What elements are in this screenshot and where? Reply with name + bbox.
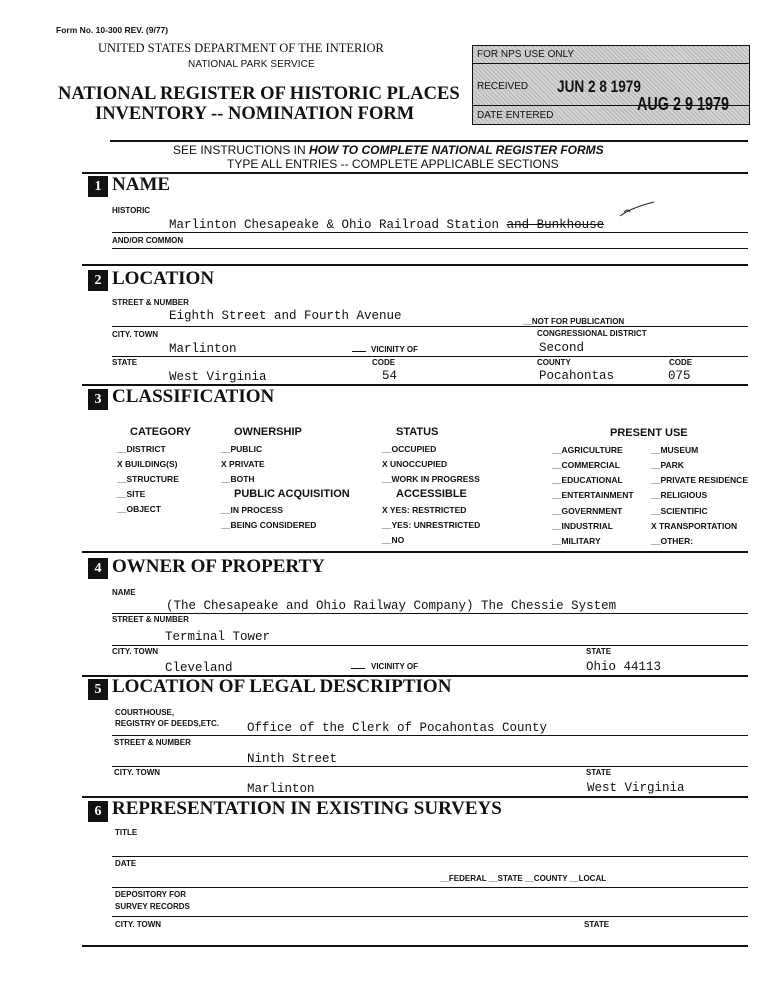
use-religious: __RELIGIOUS [651,490,708,500]
instructions-line2: TYPE ALL ENTRIES -- COMPLETE APPLICABLE SECTIONS [227,157,559,171]
street-number-value: Eighth Street and Fourth Avenue [169,309,402,323]
present-use-heading: PRESENT USE [610,427,688,439]
street-line [112,326,748,327]
section-title-legal-description: LOCATION OF LEGAL DESCRIPTION [112,676,452,697]
city-line [112,356,748,357]
ownership-heading: OWNERSHIP [234,426,302,438]
owner-city-label: CITY. TOWN [112,647,159,656]
congressional-district-label: CONGRESSIONAL DISTRICT [537,329,647,338]
pen-flourish-mark [618,200,658,220]
top-rule [110,140,748,142]
legal-state-label: STATE [586,768,612,777]
instructions-title: HOW TO COMPLETE NATIONAL REGISTER FORMS [309,143,604,157]
use-educational: __EDUCATIONAL [552,475,623,485]
date-entered-label: DATE ENTERED [477,110,554,121]
owner-name-line [112,613,748,614]
use-commercial: __COMMERCIAL [552,460,621,470]
survey-city-label: CITY. TOWN [115,920,162,929]
depository-label: DEPOSITORY FOR [115,890,186,899]
category-buildings: X BUILDING(S) [117,459,178,469]
county-value: Pocahontas [539,369,615,383]
historic-name: Marlinton Chesapeake & Ohio Railroad Station [169,218,500,232]
category-district: __DISTRICT [117,444,166,454]
code-label: CODE [372,358,396,367]
section-number-3: 3 [88,389,108,410]
public-acquisition-heading: PUBLIC ACQUISITION [234,488,350,500]
section-title-classification: CLASSIFICATION [112,386,275,407]
ownership-private: X PRIVATE [221,459,265,469]
state-value: West Virginia [169,370,267,384]
state-label: STATE [112,358,138,367]
instructions-prefix: SEE INSTRUCTIONS IN [173,143,310,157]
entered-date-stamp: AUG 2 9 1979 [637,94,730,114]
status-work-in-progress: __WORK IN PROGRESS [382,474,480,484]
accessible-unrestricted: __YES: UNRESTRICTED [382,520,481,530]
county-label: COUNTY [537,358,571,367]
section-title-name: NAME [112,174,171,195]
street-number-label: STREET & NUMBER [112,298,189,307]
survey-records-label: SURVEY RECORDS [115,902,190,911]
legal-street-label: STREET & NUMBER [114,738,191,747]
owner-vicinity-text: VICINITY OF [371,662,418,671]
nps-use-box [472,45,750,125]
service-name: NATIONAL PARK SERVICE [188,59,315,70]
section-number-5: 5 [88,679,108,700]
status-heading: STATUS [396,426,439,438]
common-line [112,248,748,249]
form-number: Form No. 10-300 REV. (9/77) [56,25,169,35]
bottom-rule [82,945,748,947]
use-industrial: __INDUSTRIAL [552,521,613,531]
legal-state-value: West Virginia [587,781,685,795]
survey-title-label: TITLE [115,828,138,837]
acquisition-being-considered: __BEING CONSIDERED [221,520,317,530]
department-name: UNITED STATES DEPARTMENT OF THE INTERIOR [98,41,384,55]
received-label: RECEIVED [477,81,529,92]
courthouse-value: Office of the Clerk of Pocahontas County [247,721,548,735]
section-title-owner: OWNER OF PROPERTY [112,556,325,577]
ownership-both: __BOTH [221,474,255,484]
use-government: __GOVERNMENT [552,506,623,516]
city-town-label: CITY. TOWN [112,330,159,339]
category-object: __OBJECT [117,504,161,514]
registry-label: REGISTRY OF DEEDS,ETC. [115,719,220,728]
courthouse-label: COURTHOUSE, [115,708,175,717]
survey-state-label: STATE [584,920,610,929]
use-entertainment: __ENTERTAINMENT [552,490,634,500]
city-town-value: Marlinton [169,342,237,356]
courthouse-line [112,735,748,736]
use-military: __MILITARY [552,536,601,546]
category-structure: __STRUCTURE [117,474,179,484]
section-rule-4 [82,551,748,553]
use-private-residence: __PRIVATE RESIDENCE [651,475,748,485]
use-transportation: X TRANSPORTATION [651,521,738,531]
legal-city-label: CITY. TOWN [114,768,161,777]
nps-box-divider [473,63,749,64]
historic-label: HISTORIC [112,206,151,215]
legal-street-line [112,766,748,767]
not-for-publication: __NOT FOR PUBLICATION [523,317,625,326]
owner-city-value: Cleveland [165,661,233,675]
legal-street-value: Ninth Street [247,752,338,766]
nps-box-label: FOR NPS USE ONLY [477,49,575,60]
survey-date-line [112,887,748,888]
vicinity-of-label [352,345,418,354]
historic-line [112,232,748,233]
legal-city-value: Marlinton [247,782,315,796]
category-site: __SITE [117,489,146,499]
nps-box-divider-2 [473,105,749,106]
common-label: AND/OR COMMON [112,236,184,245]
county-code-value: 075 [668,369,691,383]
survey-date-label: DATE [115,859,137,868]
accessible-no: __NO [382,535,405,545]
acquisition-in-process: __IN PROCESS [221,505,283,515]
owner-street-label: STREET & NUMBER [112,615,189,624]
accessible-heading: ACCESSIBLE [396,488,467,500]
section-number-4: 4 [88,558,108,579]
owner-vicinity-label [351,662,418,671]
state-code-value: 54 [382,369,398,383]
historic-name-struck: and Bunkhouse [506,218,605,232]
owner-name-label: NAME [112,588,136,597]
instructions-rule [82,172,748,174]
survey-title-line [112,856,748,857]
use-scientific: __SCIENTIFIC [651,506,708,516]
ownership-public: __PUBLIC [221,444,263,454]
depository-line [112,916,748,917]
vicinity-of-text: VICINITY OF [371,345,418,354]
section-title-location: LOCATION [112,268,215,289]
status-occupied: __OCCUPIED [382,444,437,454]
county-code-label: CODE [669,358,693,367]
form-title-line2: INVENTORY -- NOMINATION FORM [95,104,415,124]
section-rule-2 [82,264,748,266]
instructions-line1 [173,143,604,157]
owner-street-line [112,645,748,646]
owner-name-value: (The Chesapeake and Ohio Railway Company) The Chessie System [166,599,617,613]
use-other: __OTHER: [651,536,694,546]
historic-name-value [169,218,604,232]
section-number-6: 6 [88,801,108,822]
form-title-line1: NATIONAL REGISTER OF HISTORIC PLACES [58,84,460,104]
section-title-surveys: REPRESENTATION IN EXISTING SURVEYS [112,798,502,819]
use-park: __PARK [651,460,684,470]
section-number-2: 2 [88,270,108,291]
use-museum: __MUSEUM [651,445,699,455]
status-unoccupied: X UNOCCUPIED [382,459,448,469]
survey-levels: __FEDERAL __STATE __COUNTY __LOCAL [440,874,607,883]
owner-street-value: Terminal Tower [165,630,271,644]
congressional-district-value: Second [539,341,585,355]
received-date-stamp: JUN 2 8 1979 [557,77,641,96]
owner-state-label: STATE [586,647,612,656]
category-heading: CATEGORY [130,426,192,438]
owner-state-value: Ohio 44113 [586,660,662,674]
use-agriculture: __AGRICULTURE [552,445,623,455]
section-number-1: 1 [88,176,108,197]
accessible-restricted: X YES: RESTRICTED [382,505,467,515]
